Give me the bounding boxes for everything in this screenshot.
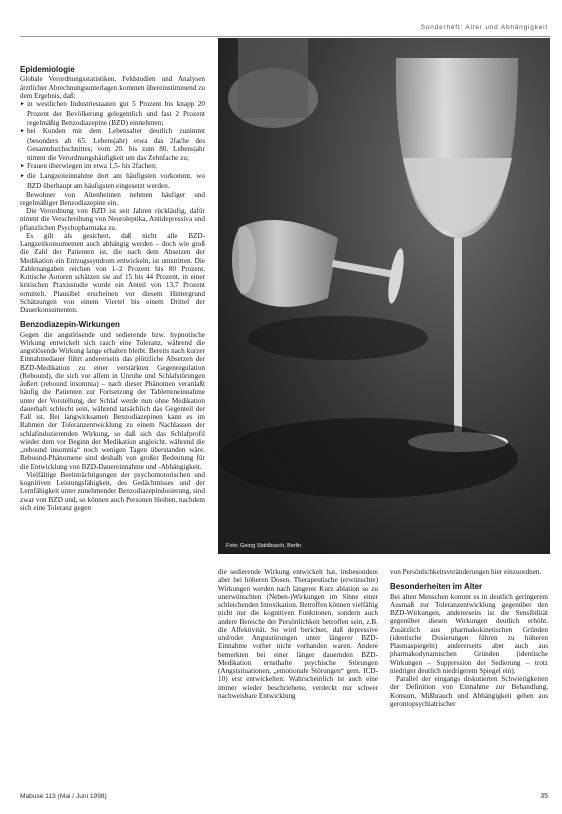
paragraph: Parallel der eingangs diskutierten Schwierigkeiten der Definition von Einnahme zur Behandlung, Konsum, Mißbrauch und Abhängigkeit gehen aus gerontopsychiatrischer: [390, 675, 548, 708]
bullet-list: [20, 100, 205, 191]
paragraph: Bei alten Menschen kommt es in deutlich geringerem Ausmaß zur Toleranzentwicklung gegenüber den BZD-Wirkungen, andererseits ist die Sensibilität gegenüber diesen Wirkungen deutlich erhöht. Zusätzlich aus pharmakokinetischen Gründen (identische Dosierungen führen zu höheren Plasmaspiegeln) andererseits aber auch aus pharmakodynamischen Gründen (identische Wirkungen – Suppression der Sedierung – trotz niedriger deutlich niedrigerem Spiegel ein).: [390, 592, 548, 675]
paragraph: von Persönlichkeitsveränderungen hier einzuordnen.: [390, 568, 542, 576]
paragraph: Globale Verordnungsstatistiken, Feldstudien und Analysen ärztlicher Abrechnungsunterlagen kommen übereinstimmend zu dem Ergebnis, daß:: [20, 75, 205, 100]
paragraph: Es gilt als gesichert, daß nicht alle BZD-Langzeitkonsumenten auch abhängig werden – doch wie groß die Zahl der Patienten ist, die nach dem Absetzen der Medikation ein Entzugssyndrom entwickeln, ist umstritten. Die Zahlenangaben reichen von 1–2 Prozent bis 80 Prozent. Kritische Autoren schätzen sie auf 15 bis 44 Prozent, in einer kritischen Praxisstudie wurde ein Anteil von 13,7 Prozent ermittelt. Plausibel erscheinen vor diesem Hintergrund Schätzungen von einem Viertel bis einem Drittel der Dauerkonsumenten.: [20, 231, 205, 314]
heading-besonderheiten-im-alter: Besonderheiten im Alter: [390, 582, 483, 592]
photo-spilled-glasses: [218, 38, 550, 554]
running-head: Sonderheft: Alter und Abhängigkeit: [420, 24, 548, 31]
paragraph: Vielfältige Beeinträchtigungen der psychomotorischen und kognitiven Leistungsfähigkeit, des Gedächtnisses und der Lernfähigkeit unter zunehmender Benzodiazepindosierung, sind zwar von BZD und, so können auch Personen bleiben, nachdem sich eine Toleranz gegen: [20, 470, 205, 512]
paragraph: die sedierende Wirkung entwickelt hat, insbesondere aber bei höheren Dosen. Therapeutische (erwünschte) Wirkungen werden nach längerer Kurz ablation so zu unerwünschten (Neben-)Wirkungen im Sinne einer schleichenden Intoxikation. Betroffen können vielfältig nicht nur die kognitiven Funktionen, sondern auch andere Bereiche der Persönlichkeit betroffen sein, z.B. die Affektivität. So wird berichtet, daß depressive und/oder Angststörungen unter längerer BZD-Einnahme vorher nicht vorhanden waren. Andere bemerkten bei einer länger dauernden BZD-Medikation ernsthafte psychische Störungen (Angstsituationen, „emotionale Störungen“ gem. ICD-10) erst entwickelten. Wahrscheinlich ist auch eine immer wieder beschriebene, verdeckt nur schwer nachweisbare Entwicklung: [218, 568, 378, 700]
heading-epidemiologie: Epidemiologie: [20, 65, 75, 74]
paragraph: Bewohner von Altenheimen nehmen häufiger und regelmäßiger Benzodiazepine ein.: [20, 190, 205, 207]
photo-illustration: [218, 38, 550, 554]
bullet-item: ► die Langzeiteinnahme dort am häufigsten vorkommt, wo BZD überhaupt am häufigsten eingesetzt werden.: [20, 172, 205, 191]
footer-issue: Mabuse 113 (Mai / Juni 1998): [20, 793, 107, 800]
left-column: [20, 66, 205, 512]
photo-credit: Foto: Georg Stahlbusch, Berlin: [226, 543, 302, 549]
middle-column: [218, 568, 378, 700]
header-rule: [20, 36, 550, 37]
heading-benzodiazepin-wirkungen: Benzodiazepin-Wirkungen: [20, 320, 120, 330]
page-number: 35: [540, 793, 548, 800]
paragraph: Die Verordnung von BZD ist seit Jahren rückläufig, dafür nimmt die Verschreibung von Neuroleptika, Antidepressiva und pflanzlichen Psychopharmaka zu.: [20, 207, 205, 232]
bullet-item: ► Frauen überwiegen im etwa 1,5- bis 2fachen;: [20, 162, 205, 172]
right-column: [390, 568, 548, 708]
paragraph: Gegen die angstlösende und sedierende bzw. hypnotische Wirkung entwickelt sich rasch eine Toleranz, während die angstlösende Wirkung lange erhalten bleibt. Bereits nach kurzer Einnahmedauer führt andererseits das plötzliche Absetzen der BZD-Medikation zu einer verstärkten Gegenregulation (Rebound), die sich vor allem in Unruhe und Schlafstörungen äußert (rebound insomnia) – nach dieser Phänomen veranlaßt häufig die Patienten zur Fortsetzung der Tabletteneinnahme unter der Vorstellung, der Schlaf werde nun ohne Medikation dauerhaft schlecht sein, während tatsächlich das Gegenteil der Fall ist. Bei langwirksamen Benzodiazepinen kann es im Rahmen der Toleranzentwicklung zu einem Nachlassen der schlafinduzierenden Wirkung, so daß sich das Schlafprofil wieder dem vor Beginn der Medikation angleicht, während die „rebound insomnia“ noch wenigen Tagen überstanden wäre. Rebound-Phänomene sind deshalb von großer Bedeutung für die Entwicklung von BZD-Dauereinnahme und -Abhängigkeit.: [20, 330, 205, 471]
bullet-item: ► in westlichen Industriestaaten gut 5 Prozent bis knapp 20 Prozent der Bevölkerung gelegentlich und fast 2 Prozent regelmäßig Benzodiazepine (BZD) einnehmen;: [20, 100, 205, 127]
bullet-item: ► bei Kunden mit dem Lebensalter deutlich zunimmt (besonders ab 65. Lebensjahr) etwa das 2fache des Gesamtdurchschnittes; vom 20. bis zum 80. Lebensjahr nimmt die Verordnungshäufigkeit um das Zehnfache zu;: [20, 127, 205, 162]
